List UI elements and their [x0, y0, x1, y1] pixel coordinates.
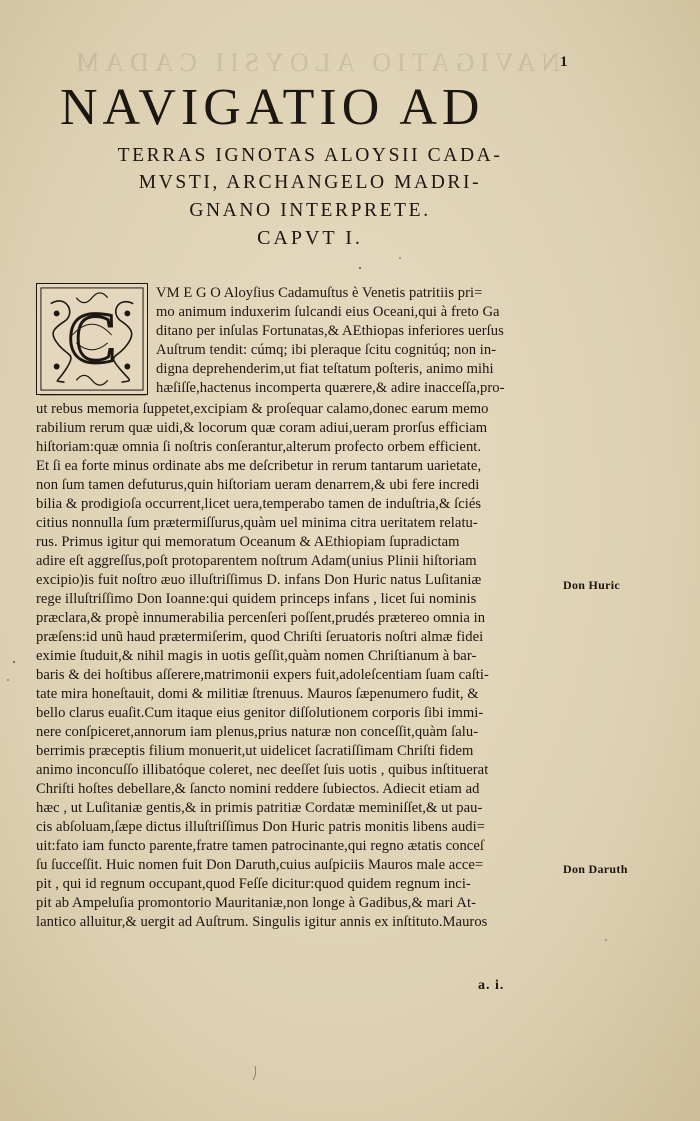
- body-line: hæſiſſe,hactenus incomperta quærere,& adire inacceſſa,pro-: [156, 380, 505, 396]
- body-line: rabilium rerum quæ uidi,& locorum quæ coram adiui,ueram prorſus efficiam: [36, 420, 488, 436]
- initial-letter: C: [67, 297, 117, 379]
- body-line: mo animum induxerim ſulcandi eius Oceani,qui à freto Ga: [156, 304, 500, 320]
- subtitle-line: MVSTI, ARCHANGELO MADRI-: [138, 172, 482, 193]
- body-line: citius nonnulla ſum prætermiſſurus,quàm uel minima citra ueritatem relatu-: [36, 515, 478, 531]
- body-line: VM E G O Aloyſius Cadamuſtus è Venetis patritiis pri=: [156, 285, 483, 301]
- body-line: non ſum tamen defuturus,quin hiſtoriam ueram denarrem,& ubi fere incredi: [36, 477, 480, 493]
- margin-note: Don Huric: [563, 578, 621, 592]
- bleed-through-text: NAVIGATIO ALOYSII CADAM: [70, 48, 560, 77]
- body-line: cis abſoluam,ſæpe dictus illuſtriſſimus Don Huric patris monitis libens audi=: [36, 819, 486, 835]
- body-line: adire eſt aggreſſus,poſt protoparentem noſtrum Adam(unius Plinii hiſtoriam: [36, 553, 477, 569]
- body-line: baris & dei hoſtibus aſſerere,matrimonii expers fuit,adoleſcentiam ſuam caſti-: [36, 667, 489, 683]
- body-line: Chriſti hoſtes debellare,& ſancto nomini reddere ſubiectos. Adiecit etiam ad: [36, 781, 480, 797]
- body-line: bello clarus euaſit.Cum itaque eius genitor diſſolutionem corporis ſibi immi-: [36, 705, 484, 721]
- body-line: pit , qui id regnum occupant,quod Feſſe dicitur:quod quidem regnum inci-: [36, 876, 471, 892]
- body-line: ſu ſucceſſit. Huic nomen fuit Don Daruth,cuius auſpiciis Mauros male acce=: [36, 857, 484, 873]
- body-line: lantico alluitur,& uergit ad Auſtrum. Singulis igitur annis ex inſtituto.Mauros: [36, 914, 488, 930]
- body-line: uit:fato iam functo parente,fratre tamen patrocinante,qui regno ætatis conceſ: [36, 838, 484, 854]
- subtitle-line: TERRAS IGNOTAS ALOYSII CADA-: [117, 145, 503, 166]
- folio-number: 1: [560, 54, 568, 70]
- body-line: bilia & prodigioſa occurrent,licet uera,temperabo tamen de induſtria,& ſciés: [36, 496, 482, 512]
- body-line: tate mira honeſtauit, domi & militiæ ſtrenuus. Mauros ſæpenumero fudit, &: [36, 686, 479, 702]
- body-line: nere conſpiceret,annorum iam plenus,prius naturæ non conceſſit,quàm ſalu-: [36, 724, 479, 740]
- body-line: animo inconcuſſo illibatóque coleret, nec deeſſet ſuis uotis , quibus inſtituerat: [36, 762, 489, 778]
- body-line: hiſtoriam:quæ omnia ſi noſtris conſerantur,alterum profecto orbem efficient.: [36, 439, 482, 455]
- body-line: Auſtrum tendit: cúmq; ibi pleraque ſcitu cognitúq; non in-: [156, 342, 497, 358]
- body-line: hæc , ut Luſitaniæ gentis,& in primis patritiæ Cordatæ meminiſſet,& ut pau-: [36, 800, 483, 816]
- body-line: Et ſi ea forte minus ordinate abs me deſcribetur in rerum tantarum uarietate,: [36, 458, 482, 474]
- body-line: præſens:id unũ haud prætermiſerim, quod Chriſti ſeruatoris noſtri almæ fidei: [36, 629, 484, 645]
- body-line: excipio)is fuit noſtro æuo illuſtriſſimus D. infans Don Huric natus Luſitaniæ: [36, 572, 482, 588]
- body-line: pit ab Ampeluſia promontorio Mauritaniæ,non longe à Gadibus,& mari At-: [36, 895, 477, 911]
- body-line: præclara,& propè innumerabilia percenſeri poſſent,prudés prætereo omnia in: [36, 610, 486, 626]
- body-line: eximie ſtuduit,& nihil magis in uotis geſſit,quàm nomen Chriſtianum à bar-: [36, 648, 477, 664]
- body-line: rege illuſtriſſimo Don Ioanne:qui quidem princeps infans , licet ſui nominis: [36, 591, 477, 607]
- subtitle-line: GNANO INTERPRETE.: [189, 200, 431, 221]
- body-line: ditano per inſulas Fortunatas,& AEthiopas inferiores uerſus: [156, 323, 504, 339]
- body-line: digna deprehenderim,ut fiat teſtatum poſteris, animo mihi: [156, 361, 494, 377]
- body-line: berrimis præceptis filium monuerit,ut uidelicet ſacratiſſimam Chriſti fidem: [36, 743, 474, 759]
- title: NAVIGATIO AD: [60, 79, 485, 136]
- catchword: a. i.: [478, 978, 505, 993]
- body-line: ut rebus memoria ſuppetet,excipiam & proſequar calamo,donec earum memo: [36, 401, 489, 417]
- body-line: rus. Primus igitur qui memoratum Oceanum & AEthiopiam ſupradictam: [36, 534, 460, 550]
- chapter-heading: CAPVT I.: [257, 227, 363, 249]
- margin-note: Don Daruth: [563, 862, 628, 876]
